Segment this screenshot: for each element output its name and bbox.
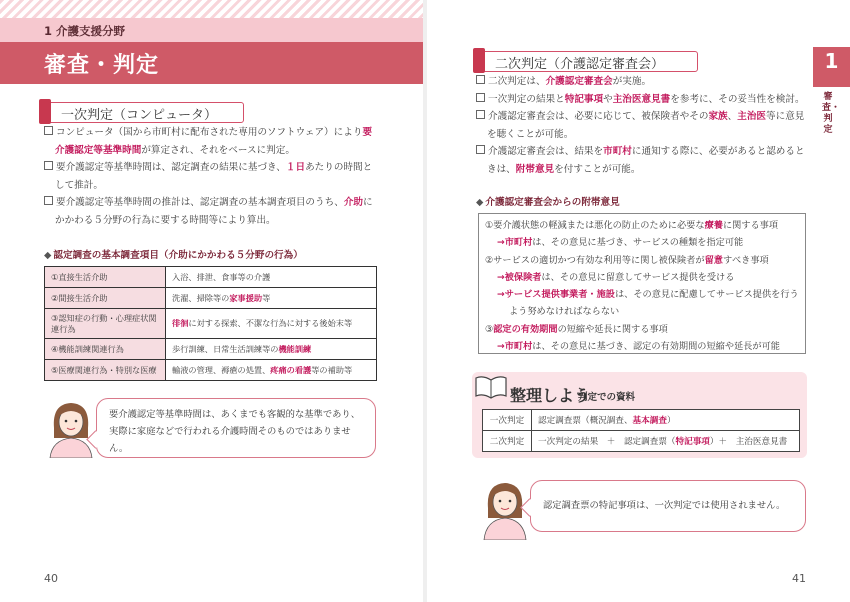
cell-text: 等の補助等 [311,364,353,375]
bullet-keyword: 要介護認定等基準時間 [55,127,373,156]
table-cell-value [166,267,377,288]
appendix-title [476,194,620,208]
cell-text: に対する探索、不潔な行為に対する後始末等 [188,318,353,328]
cell-text: 輸液の管理、褥瘡の処置、 [172,364,271,375]
bullet-item [44,159,379,194]
bullet-keyword: 主治医 [737,111,767,122]
appendix-text: は、その意見に配慮してサービス提供を行うよう努めなければならない [509,289,799,318]
table-row [45,267,377,288]
section-heading-secondary [476,51,698,72]
bubble-text: 要介護認定等基準時間は、あくまでも客観的な基準であり、実際に家庭などで行われる介護時間そのものではありません。 [109,409,361,454]
bullet-text: にかかわる５分野の行為に要する時間等により算出。 [55,197,373,226]
appendix-line [485,338,799,355]
bullet-keyword: 介護認定審査会 [545,76,613,87]
chapter-side-label: 審査・判定 [822,92,841,135]
bullet-item [476,91,806,109]
checkbox-icon [44,196,53,205]
arrow-icon: → [497,237,505,249]
table-cell-label: ⑤医療関連行為・特別な医療 [45,360,166,381]
bullet-text: 二次判定は、 [488,76,546,87]
bullet-keyword: 市町村 [603,146,632,157]
section-heading-primary [42,102,244,123]
table-cell-label: ①直接生活介助 [45,267,166,288]
page-title: 審査・判定 [44,53,160,78]
cell-text: 認定調査票（概況調査、 [538,416,633,426]
bullet-text: 、 [727,111,738,122]
appendix-text: は、その意見に留意してサービス提供を受ける [541,271,735,283]
cell-text: 一次判定の結果 ＋ 認定調査票（ [538,437,676,447]
bullet-keyword: 主治医意見書 [612,93,671,105]
bullet-text: を参考に、その妥当性を検討。 [670,93,805,105]
bullet-text: あたりの時間として推計。 [55,162,373,191]
bullet-keyword: １日 [285,162,306,173]
cell-keyword: 特記事項 [675,437,710,447]
bullet-text: 要介護認定等基準時間の推計は、認定調査の基本調査項目のうち、 [56,197,344,208]
bullet-text: 一次判定の結果と [488,93,565,105]
summary-title: 整理しよう [510,386,591,405]
bullet-item [44,124,379,159]
appendix-keyword: 認定の有効期間 [493,323,558,335]
table-cell-value [166,339,377,360]
table-row [45,309,377,339]
table-row [45,360,377,381]
table-cell-label: 二次判定 [483,431,532,452]
section-heading-text: 一次判定（コンピュータ） [61,108,218,123]
appendix-line [485,286,799,321]
chapter-label: 1 介護支援分野 [44,24,126,38]
open-book-icon [474,374,508,400]
bullet-text: や [603,93,613,105]
bullet-text: コンピュータ（国から市町村に配布された専用のソフトウェア）により [56,127,363,138]
bullet-text: 介護認定審査会は、結果を [488,146,604,157]
secondary-bullets [476,73,806,178]
appendix-box [478,213,806,354]
appendix-keyword: 市町村 [504,237,533,249]
checkbox-icon [476,110,485,119]
page-number-right: 41 [792,572,806,585]
appendix-keyword: 留意 [704,254,723,266]
chapter-tab-number: 1 [824,49,839,73]
bullet-text: に通知する際に、必要があると認めるときは、 [487,146,805,175]
checkbox-icon [44,161,53,170]
table-title-text: 認定調査の基本調査項目（介助にかかわる５分野の行為） [53,250,303,261]
table-cell-label: ④機能訓練関連行為 [45,339,166,360]
diamond-icon: ◆ [44,250,52,261]
appendix-line [485,234,799,251]
page-number-left: 40 [44,572,58,585]
bullet-text: 要介護認定等基準時間は、認定調査の結果に基づき、 [56,162,286,173]
appendix-text: ③ [485,323,494,335]
cell-keyword: 疼痛の看護 [270,364,312,375]
bullet-text: が実施。 [612,76,652,87]
table-cell-label: 一次判定 [483,410,532,431]
table-row [45,339,377,360]
section-marker [39,99,51,124]
appendix-text: ②サービスの適切かつ有効な利用等に関し被保険者が [485,254,705,266]
cell-keyword: 家事援助 [229,292,263,303]
section-heading-text: 二次判定（介護認定審査会） [495,57,665,72]
appendix-keyword: 被保険者 [504,271,542,283]
diamond-icon: ◆ [476,197,484,208]
bullet-keyword: 家族 [708,111,728,122]
arrow-icon: → [497,341,505,353]
cell-keyword: 機能訓練 [278,343,312,354]
appendix-text: に関する事項 [722,220,779,231]
appendix-keyword: 療養 [704,220,723,231]
checkbox-icon [44,126,53,135]
bullet-text: 介護認定審査会は、必要に応じて、被保険者やその [488,111,709,122]
appendix-text: ①要介護状態の軽減または悪化の防止のために必要な [485,220,705,231]
bullet-item [476,108,806,143]
cell-keyword: 基本調査 [632,416,667,426]
table-row [483,431,800,452]
appendix-text: は、その意見に基づき、サービスの種類を指定可能 [532,237,744,249]
bullet-text: 等に意見を聴くことが可能。 [487,111,805,140]
speech-bubble [530,480,806,532]
bubble-text: 認定調査票の特記事項は、一次判定では使用されません。 [543,500,786,511]
appendix-text: は、その意見に基づき、認定の有効期間の短縮や延長が可能 [532,341,780,353]
cell-text: ）＋ 主治医意見書 [709,437,788,447]
table-row [45,288,377,309]
bullet-item [476,73,806,91]
header-stripes [0,0,423,18]
cell-text: 歩行訓練、日常生活訓練等の [172,343,279,354]
cell-text: 洗濯、掃除等の [172,292,230,303]
cell-text: ） [666,416,676,426]
cell-text: 入浴、排泄、食事等の介護 [172,271,271,282]
appendix-title-text: 介護認定審査会からの附帯意見 [485,197,620,208]
bullet-item [44,194,379,229]
table-cell-label: ③認知症の行動・心理症状関連行為 [45,309,166,339]
arrow-icon: → [497,289,505,301]
appendix-text: すべき事項 [722,254,769,266]
appendix-line [485,252,799,269]
table-title [44,247,303,261]
bullet-keyword: 附帯意見 [515,163,555,175]
table-cell-value [166,309,377,339]
survey-items-table [44,266,377,381]
appendix-text: の短縮や延長に関する事項 [557,323,668,335]
bullet-text: を付すことが可能。 [554,163,641,175]
table-cell-value [166,288,377,309]
checkbox-icon [476,93,485,102]
appendix-line [485,217,799,234]
appendix-line [485,321,799,338]
bullet-keyword: 介助 [343,197,363,208]
table-row [483,410,800,431]
bullet-item [476,143,806,178]
woman-illustration [44,398,98,458]
primary-bullets [44,124,379,229]
section-marker [473,48,485,73]
checkbox-icon [476,75,485,84]
appendix-keyword: サービス提供事業者・施設 [504,289,615,301]
table-cell-value [532,410,800,431]
table-cell-value [166,360,377,381]
table-cell-label: ②間接生活介助 [45,288,166,309]
checkbox-icon [476,145,485,154]
summary-subtitle: 判定での資料 [578,392,636,403]
table-cell-value [532,431,800,452]
cell-keyword: 徘徊 [172,318,189,328]
arrow-icon: → [497,271,505,283]
appendix-keyword: 市町村 [504,341,533,353]
speech-bubble [96,398,376,458]
bullet-keyword: 特記事項 [564,93,604,105]
bullet-text: が算定され、それをベースに判定。 [141,144,295,156]
appendix-line [485,269,799,286]
cell-text: 等 [262,292,271,303]
summary-table [482,409,800,452]
